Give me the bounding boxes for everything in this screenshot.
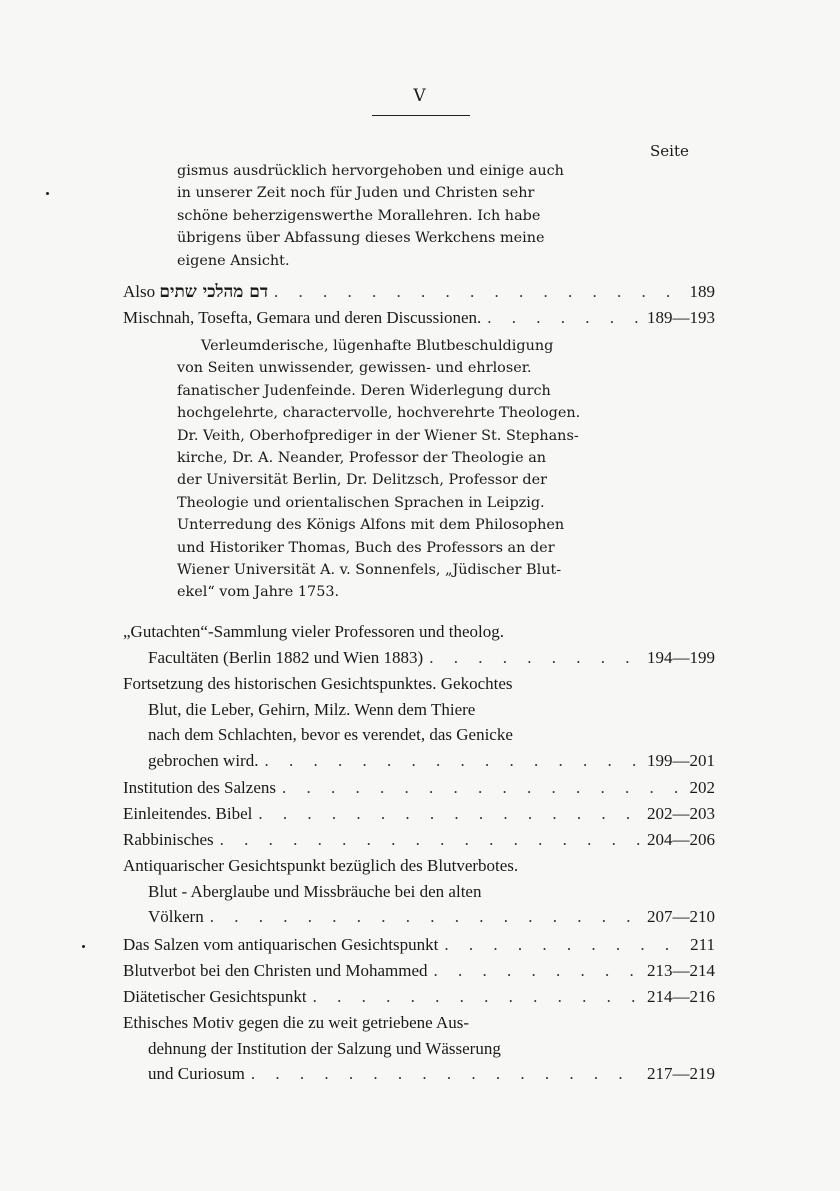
entry-title-cont: Völkern bbox=[148, 907, 204, 926]
entry-title: Fortsetzung des historischen Gesichtspunktes. Gekochtes bbox=[123, 674, 513, 693]
entry-title: Institution des Salzens bbox=[123, 778, 276, 797]
entry-prefix: Also bbox=[123, 282, 156, 301]
hebrew-title: דם מהלכי שתים bbox=[159, 282, 269, 302]
page-ref: 204—206 bbox=[647, 830, 715, 849]
page-ref: 211 bbox=[690, 935, 715, 954]
entry-title: Einleitendes. Bibel bbox=[123, 804, 253, 823]
entry-title-cont: nach dem Schlachten, bevor es verendet, das Genicke bbox=[148, 725, 513, 744]
toc-entry-diaetetisch bbox=[123, 984, 715, 1010]
note-line: fanatischer Judenfeinde. Deren Widerlegung durch bbox=[177, 382, 551, 399]
note-line: in unserer Zeit noch für Juden und Christen sehr bbox=[177, 185, 535, 202]
entry-title-cont: Blut, die Leber, Gehirn, Milz. Wenn dem Thiere bbox=[148, 699, 476, 719]
note-line: und Historiker Thomas, Buch des Professors an der bbox=[177, 539, 555, 556]
dot-leader bbox=[251, 1061, 641, 1087]
entry-title: Rabbinisches bbox=[123, 830, 214, 849]
entry-title: Diätetischer Gesichtspunkt bbox=[123, 987, 307, 1006]
page-ref: 189 bbox=[689, 282, 715, 301]
toc-entry-institution bbox=[123, 775, 715, 801]
entry-title: Blutverbot bei den Christen und Mohammed bbox=[123, 961, 428, 980]
stray-mark bbox=[82, 945, 85, 948]
dot-leader bbox=[274, 279, 679, 305]
toc-entry-also bbox=[123, 279, 715, 306]
dot-leader bbox=[444, 932, 679, 958]
toc-entry-fortsetzung bbox=[123, 671, 715, 773]
note-line: der Universität Berlin, Dr. Delitzsch, Professor der bbox=[177, 472, 548, 489]
note-line: Verleumderische, lügenhafte Blutbeschuldigung bbox=[201, 338, 554, 354]
stray-mark bbox=[46, 192, 49, 195]
note-line: gismus ausdrücklich hervorgehoben und einige auch bbox=[177, 163, 564, 179]
dot-leader bbox=[210, 904, 641, 930]
page-ref: 217—219 bbox=[647, 1064, 715, 1083]
page-ref: 213—214 bbox=[647, 961, 715, 980]
page-number: V bbox=[413, 86, 427, 106]
note-line: Unterredung des Königs Alfons mit dem Philosophen bbox=[177, 517, 565, 534]
note-line: Theologie und orientalischen Sprachen in Leipzig. bbox=[177, 494, 545, 511]
toc-entry-mischnah bbox=[123, 305, 715, 331]
dot-leader bbox=[220, 827, 641, 853]
entry-title: Das Salzen vom antiquarischen Gesichtspunkt bbox=[123, 935, 439, 954]
entry-title: Ethisches Motiv gegen die zu weit getriebene Aus- bbox=[123, 1013, 470, 1032]
dot-leader bbox=[313, 984, 641, 1010]
entry-title-cont: und Curiosum bbox=[148, 1064, 245, 1083]
continuation-note bbox=[177, 160, 605, 272]
toc-entry-salzen bbox=[123, 932, 715, 958]
entry-title-cont: Facultäten (Berlin 1882 und Wien 1883) bbox=[148, 647, 424, 667]
note-line: kirche, Dr. A. Neander, Professor der Theologie an bbox=[177, 450, 547, 467]
page-ref: 202 bbox=[689, 778, 715, 797]
note-line: schöne beherzigenswerthe Morallehren. Ich habe bbox=[177, 207, 541, 224]
entry-title: „Gutachten“-Sammlung vieler Professoren und theolog. bbox=[123, 622, 504, 641]
header-rule bbox=[372, 115, 470, 116]
page-ref: 202—203 bbox=[647, 804, 715, 823]
toc-entry-gutachten bbox=[123, 619, 715, 670]
note-line: eigene Ansicht. bbox=[177, 252, 290, 269]
note-line: übrigens über Abfassung dieses Werkchens meine bbox=[177, 230, 545, 247]
dot-leader bbox=[487, 305, 641, 331]
toc-entry-blutverbot bbox=[123, 958, 715, 984]
dot-leader bbox=[434, 958, 641, 984]
page-ref: 214—216 bbox=[647, 987, 715, 1006]
page-ref: 194—199 bbox=[647, 647, 715, 667]
note-line: Dr. Veith, Oberhofprediger in der Wiener St. Stephans- bbox=[177, 427, 579, 444]
note-line: von Seiten unwissender, gewissen- und ehrloser. bbox=[177, 360, 532, 377]
entry-title: Antiquarischer Gesichtspunkt bezüglich des Blutverbotes. bbox=[123, 856, 519, 875]
entry-title-cont: Blut - Aberglaube und Missbräuche bei den alten bbox=[148, 881, 482, 901]
page-ref: 199—201 bbox=[647, 750, 715, 770]
page-ref: 189—193 bbox=[647, 308, 715, 327]
toc-entry-antiquarischer bbox=[123, 853, 715, 930]
dot-leader bbox=[429, 645, 641, 671]
toc-entry-rabbinisches bbox=[123, 827, 715, 853]
dot-leader bbox=[258, 801, 641, 827]
toc-entry-ethisches bbox=[123, 1010, 715, 1087]
dot-leader bbox=[282, 775, 679, 801]
note-line: ekel“ vom Jahre 1753. bbox=[177, 584, 340, 601]
entry-title: Mischnah, Tosefta, Gemara und deren Discussionen. bbox=[123, 308, 482, 327]
mischnah-note bbox=[177, 335, 605, 604]
note-line: hochgelehrte, charactervolle, hochverehrte Theologen. bbox=[177, 405, 581, 422]
entry-title-cont: gebrochen wird. bbox=[148, 750, 259, 770]
entry-title-cont: dehnung der Institution der Salzung und Wässerung bbox=[148, 1038, 501, 1058]
seite-column-label: Seite bbox=[650, 142, 689, 160]
dot-leader bbox=[264, 748, 641, 774]
toc-entry-einleitendes bbox=[123, 801, 715, 827]
note-line: Wiener Universität A. v. Sonnenfels, „Jüdischer Blut- bbox=[177, 562, 562, 579]
page-ref: 207—210 bbox=[647, 907, 715, 926]
